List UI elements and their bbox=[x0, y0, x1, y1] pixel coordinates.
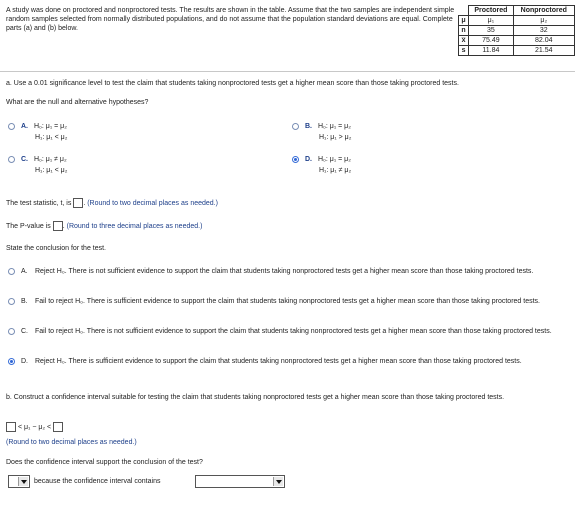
table-cell: 82.04 bbox=[513, 36, 574, 46]
row-label-s: s bbox=[459, 46, 469, 56]
null-hypothesis: H₀: μ₁ = μ₂ bbox=[317, 156, 351, 163]
divider bbox=[0, 71, 575, 72]
confidence-interval-row bbox=[6, 422, 63, 432]
chevron-down-icon bbox=[18, 477, 28, 486]
ci-middle-text: < μ₁ − μ₂ < bbox=[17, 423, 52, 431]
option-c-radio[interactable] bbox=[8, 156, 15, 163]
table-cell: 21.54 bbox=[513, 46, 574, 56]
alt-hypothesis: H₁: μ₁ < μ₂ bbox=[35, 167, 68, 174]
hypotheses-question: What are the null and alternative hypotheses? bbox=[6, 99, 149, 106]
conclusion-a-radio[interactable] bbox=[8, 268, 15, 275]
option-d-radio[interactable] bbox=[292, 156, 299, 163]
option-a-radio[interactable] bbox=[8, 123, 15, 130]
option-letter: A. bbox=[21, 123, 28, 130]
conclusion-c-radio[interactable] bbox=[8, 328, 15, 335]
p-value-label: The P-value is bbox=[6, 222, 51, 230]
conclusion-letter-a: A. bbox=[21, 268, 28, 275]
row-label-mu: μ bbox=[459, 16, 469, 26]
conclusion-d-radio[interactable] bbox=[8, 358, 15, 365]
test-statistic-input[interactable] bbox=[73, 198, 83, 208]
option-b-radio[interactable] bbox=[292, 123, 299, 130]
table-cell: μ₁ bbox=[469, 16, 513, 26]
p-value-row: The P-value is . (Round to three decimal places as needed.) bbox=[6, 222, 203, 230]
table-cell: 75.49 bbox=[469, 36, 513, 46]
problem-intro: A study was done on proctored and nonproctored tests. The results are shown in the table. Assume that the two samples are independent simple random samples selected from normally distributed populations, and do not assume that the population standard deviations are equal. Complete parts (a) and (b) below. bbox=[6, 7, 455, 32]
table-cell: μ₂ bbox=[513, 16, 574, 26]
round-hint: (Round to three decimal places as needed.) bbox=[66, 222, 203, 230]
p-value-input[interactable] bbox=[53, 221, 63, 231]
conclusion-letter-d: D. bbox=[21, 358, 28, 365]
conclusion-b-text[interactable]: Fail to reject H₀. There is sufficient evidence to support the claim that students taking nonproctored tests get a higher mean score than those taking proctored tests. bbox=[35, 298, 540, 305]
conclusion-letter-c: C. bbox=[21, 328, 28, 335]
option-letter: C. bbox=[21, 156, 28, 163]
option-b[interactable] bbox=[305, 121, 351, 143]
conclusion-b-radio[interactable] bbox=[8, 298, 15, 305]
because-text: because the confidence interval contains bbox=[34, 478, 161, 485]
data-table bbox=[458, 5, 575, 56]
row-label-xbar: x̅ bbox=[459, 36, 469, 46]
row-label-n: n bbox=[459, 26, 469, 36]
test-statistic-label: The test statistic, t, is bbox=[6, 199, 72, 207]
table-cell: 35 bbox=[469, 26, 513, 36]
chevron-down-icon bbox=[273, 477, 283, 486]
option-d[interactable] bbox=[305, 154, 351, 176]
null-hypothesis: H₀: μ₁ = μ₂ bbox=[317, 123, 351, 130]
table-cell: 32 bbox=[513, 26, 574, 36]
test-statistic-row: The test statistic, t, is . (Round to two decimal places as needed.) bbox=[6, 199, 218, 207]
alt-hypothesis: H₁: μ₁ ≠ μ₂ bbox=[319, 167, 352, 174]
conclusion-prompt: State the conclusion for the test. bbox=[6, 245, 107, 252]
contains-dropdown[interactable] bbox=[195, 475, 285, 488]
col-header-proctored: Proctored bbox=[469, 6, 513, 16]
option-a[interactable] bbox=[21, 121, 67, 143]
conclusion-d-text[interactable]: Reject H₀. There is sufficient evidence to support the claim that students taking nonproctored tests get a higher mean score than those taking proctored tests. bbox=[35, 358, 522, 365]
option-c[interactable] bbox=[21, 154, 67, 176]
round-hint: (Round to two decimal places as needed.) bbox=[6, 439, 137, 446]
conclusion-letter-b: B. bbox=[21, 298, 28, 305]
alt-hypothesis: H₁: μ₁ < μ₂ bbox=[35, 134, 68, 141]
null-hypothesis: H₀: μ₁ ≠ μ₂ bbox=[33, 156, 67, 163]
option-letter: B. bbox=[305, 123, 312, 130]
alt-hypothesis: H₁: μ₁ > μ₂ bbox=[319, 134, 352, 141]
round-hint: (Round to two decimal places as needed.) bbox=[87, 199, 218, 207]
option-letter: D. bbox=[305, 156, 312, 163]
null-hypothesis: H₀: μ₁ = μ₂ bbox=[33, 123, 67, 130]
support-question: Does the confidence interval support the conclusion of the test? bbox=[6, 459, 203, 466]
table-cell: 11.84 bbox=[469, 46, 513, 56]
col-header-nonproctored: Nonproctored bbox=[513, 6, 574, 16]
conclusion-c-text[interactable]: Fail to reject H₀. There is not sufficient evidence to support the claim that students taking nonproctored tests get a higher mean score than those taking proctored tests. bbox=[35, 328, 552, 335]
conclusion-a-text[interactable]: Reject H₀. There is not sufficient evidence to support the claim that students taking nonproctored tests get a higher mean score than those taking proctored tests. bbox=[35, 268, 534, 275]
part-a-prompt: a. Use a 0.01 significance level to test the claim that students taking nonproctored tests get a higher mean score than those taking proctored tests. bbox=[6, 80, 459, 87]
part-b-prompt: b. Construct a confidence interval suitable for testing the claim that students taking nonproctored tests get a higher mean score than those taking proctored tests. bbox=[6, 394, 505, 401]
ci-upper-input[interactable] bbox=[53, 422, 63, 432]
support-dropdown[interactable] bbox=[8, 475, 30, 488]
ci-lower-input[interactable] bbox=[6, 422, 16, 432]
